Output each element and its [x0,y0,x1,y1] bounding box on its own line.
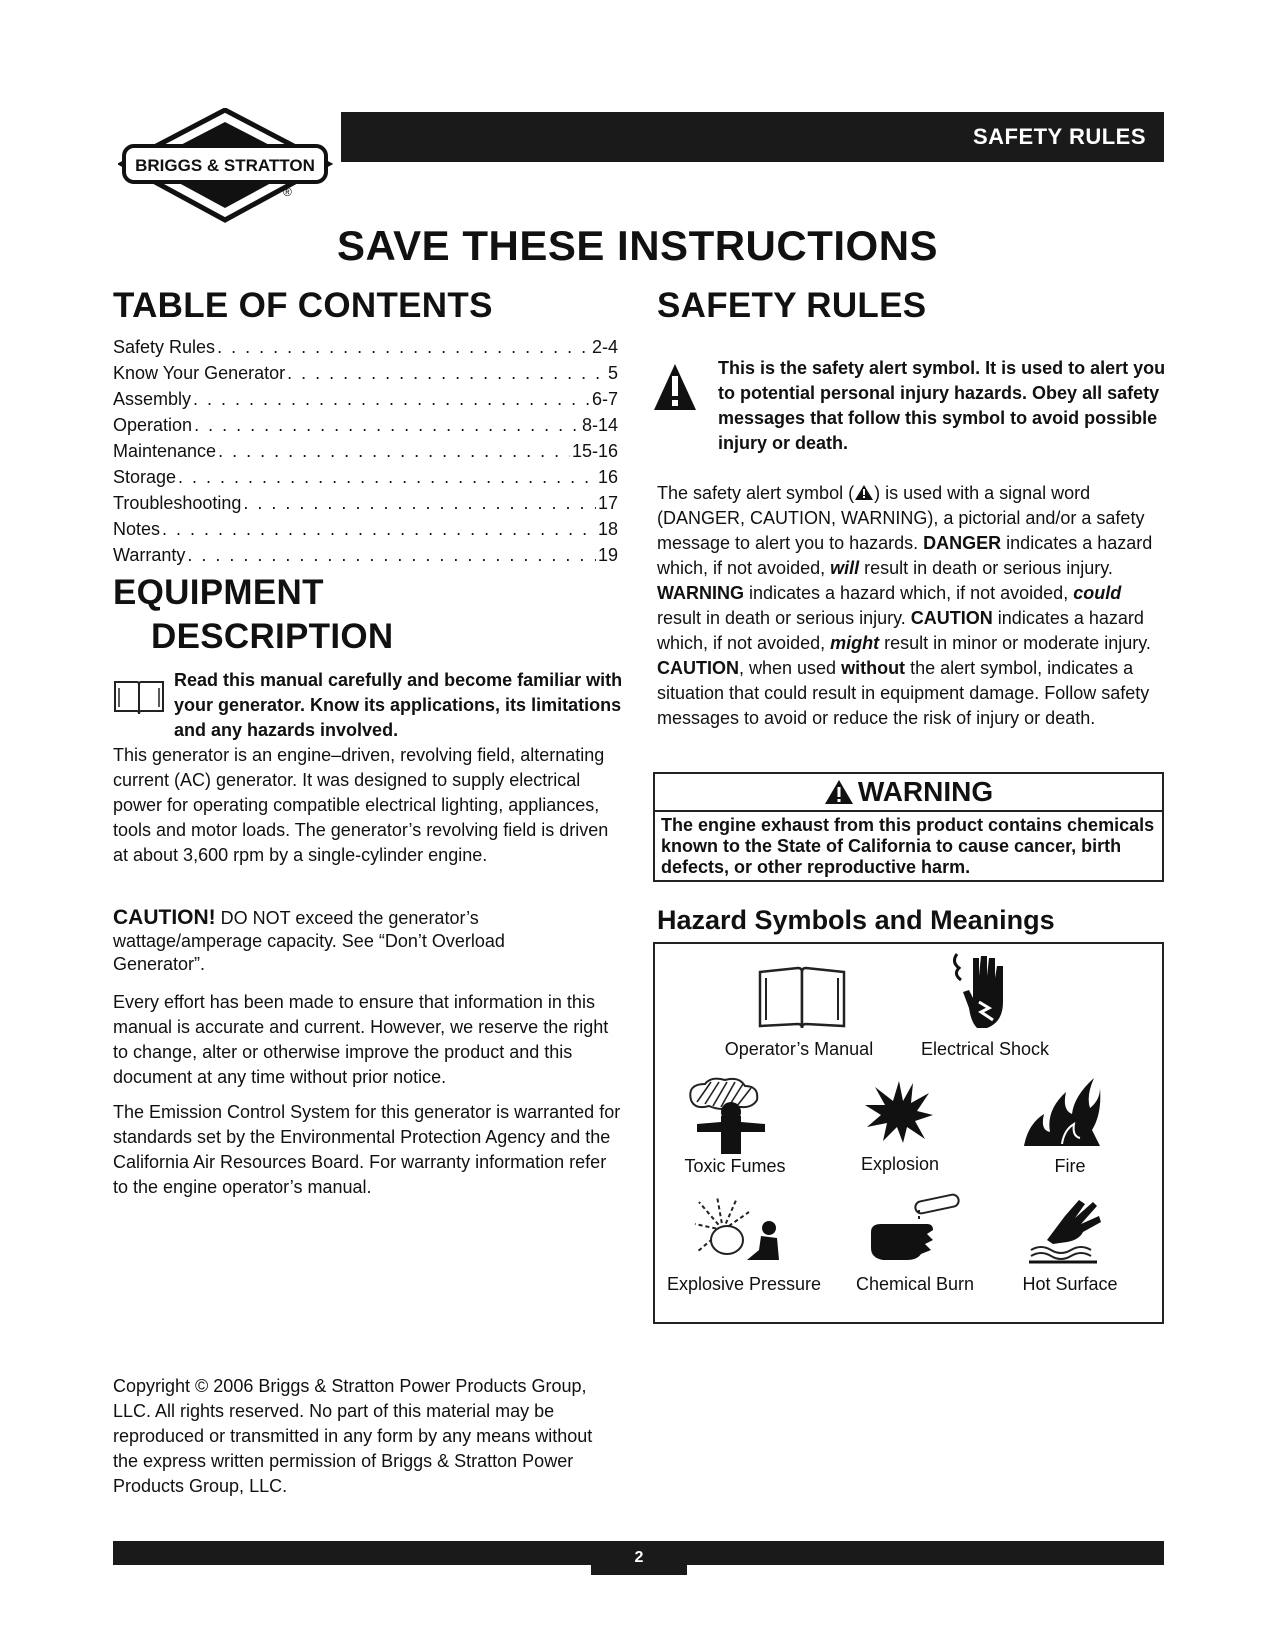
warning-title-text: WARNING [857,776,994,807]
toc-row[interactable] [113,493,618,519]
safety-alert-notice: This is the safety alert symbol. It is used to alert you to potential personal injury hazards. Obey all safety messages that follow this symbol to avoid possible injury or death. [718,358,1166,453]
equipment-paragraph-3: The Emission Control System for this generator is warranted for standards set by the Environmental Protection Agency and the California Air Resources Board. For warranty information refer to the engine operator’s manual. [113,1102,621,1197]
toc-heading: TABLE OF CONTENTS [113,286,493,325]
warning-word: WARNING [657,583,744,603]
explosion-label: Explosion [860,1154,940,1174]
toc-leader [178,467,596,488]
text-run: The safety alert symbol ( [657,483,855,503]
toc-row[interactable] [113,545,618,571]
explosion-icon [863,1079,935,1150]
toc-leader [243,493,596,514]
equipment-paragraph-1: This generator is an engine–driven, revolving field, alternating current (AC) generator. It was designed to supply electrical power for operating compatible electrical lighting, appliances, tools and motor loads. The generator’s revolving field is driven at about 3,600 rpm by a single-cylinder engine. [113,745,609,865]
chemical-burn-label: Chemical Burn [855,1274,975,1294]
toc-row[interactable] [113,337,618,363]
caution-word: CAUTION [910,608,993,628]
inline-alert-icon [854,484,874,501]
toc-label: Operation [113,415,193,435]
toc-pages: 15-16 [571,441,618,461]
page-title: SAVE THESE INSTRUCTIONS [336,222,939,269]
caution-word: CAUTION [657,658,739,678]
text-run: result in minor or moderate injury. [879,633,1151,653]
toc-leader [194,415,580,436]
toc-leader [193,389,590,410]
toc-leader [287,363,606,384]
toc-row[interactable] [113,441,618,467]
toc-leader [218,441,570,462]
caution-paragraph [113,906,543,976]
logo-brand-text: BRIGGS & STRATTON [135,156,315,175]
toc-pages: 6-7 [591,389,618,409]
text-run: ) is used with a signal word (DANGER, CAUTION, WARNING), a pictorial and/or a safety message to alert you to hazards. [657,483,1145,553]
toc-label: Warranty [113,545,186,565]
read-manual-notice: Read this manual carefully and become familiar with your generator. Know its applications, its limitations and any hazards involved. [174,670,623,740]
copyright-notice: Copyright © 2006 Briggs & Stratton Power Products Group, LLC. All rights reserved. No part of this material may be reproduced or transmitted in any form by any means without the express written permission of Briggs & Stratton Power Products Group, LLC. [113,1376,593,1496]
toc-label: Know Your Generator [113,363,286,383]
toc-label: Notes [113,519,161,539]
toxic-fumes-icon [687,1076,771,1161]
toc-pages: 2-4 [591,337,618,357]
toc-label: Troubleshooting [113,493,242,513]
toc-row[interactable] [113,363,618,389]
section-header-bar [341,112,1164,162]
logo-diamond-icon [118,108,333,228]
will-word: will [830,558,860,578]
could-word: could [1073,583,1122,603]
electrical-shock-icon [949,952,1011,1039]
text-run: indicates a hazard which, if not avoided, [744,583,1074,603]
text-run: indicates a hazard which, if not avoided, [657,608,1144,653]
safety-alert-icon [652,362,698,417]
fire-icon [1022,1074,1102,1153]
toc-label: Maintenance [113,441,217,461]
hot-surface-label: Hot Surface [1022,1274,1118,1294]
toc-label: Safety Rules [113,337,216,357]
hot-surface-icon [1027,1194,1103,1269]
electrical-shock-label: Electrical Shock [920,1039,1050,1059]
warning-alert-icon [824,779,854,805]
toc-leader [162,519,596,540]
page-number [591,1541,687,1575]
without-word: without [841,658,906,678]
text-run: the alert symbol, indicates a situation that could result in equipment damage. Follow safety messages to avoid or reduce the risk of injury or death. [657,658,1150,728]
danger-word: DANGER [923,533,1002,553]
toc-pages: 19 [597,545,618,565]
toc-leader [187,545,596,566]
manual-book-icon [111,676,167,723]
table-of-contents [113,337,618,571]
operators-manual-icon [756,964,848,1037]
toc-pages: 18 [597,519,618,539]
safety-rules-heading: SAFETY RULES [657,286,927,325]
toc-row[interactable] [113,467,618,493]
toc-pages: 17 [597,493,618,513]
toc-leader [217,337,590,358]
explosive-pressure-label: Explosive Pressure [666,1274,822,1294]
toc-label: Storage [113,467,177,487]
equipment-heading-line1: EQUIPMENT [113,573,324,612]
fire-label: Fire [1054,1156,1086,1176]
toc-label: Assembly [113,389,192,409]
toc-pages: 5 [607,363,618,383]
hazard-symbols-box [653,942,1164,1324]
hazard-symbols-heading: Hazard Symbols and Meanings [657,905,1055,935]
toc-row[interactable] [113,389,618,415]
toc-row[interactable] [113,415,618,441]
toc-pages: 8-14 [581,415,618,435]
toc-pages: 16 [597,467,618,487]
toc-row[interactable] [113,519,618,545]
might-word: might [830,633,880,653]
operators-manual-label: Operator’s Manual [724,1039,874,1059]
chemical-burn-icon [867,1192,963,1267]
registered-mark: ® [283,185,292,199]
briggs-stratton-logo [118,108,333,228]
text-run: result in death or serious injury. [859,558,1113,578]
warning-title [655,774,1162,812]
california-warning-box [653,772,1164,882]
page-number-text: 2 [634,1549,644,1566]
equipment-heading-line2: DESCRIPTION [151,617,394,656]
section-title: SAFETY RULES [972,124,1146,149]
text-run: result in death or serious injury. [657,608,911,628]
caution-text: DO NOT exceed the generator’s wattage/amperage capacity. See “Don’t Overload Generator”. [113,908,505,974]
explosive-pressure-icon [693,1194,783,1269]
caution-label: CAUTION! [113,906,216,929]
text-run: , when used [739,658,842,678]
text-run: indicates a hazard which, if not avoided, [657,533,1153,578]
equipment-paragraph-2: Every effort has been made to ensure that information in this manual is accurate and current. However, we reserve the right to change, alter or otherwise improve the product and this document at any time without prior notice. [113,992,609,1087]
toxic-fumes-label: Toxic Fumes [684,1156,786,1176]
signal-words-paragraph [657,481,1170,731]
warning-text: The engine exhaust from this product contains chemicals known to the State of California to cause cancer, birth defects, or other reproductive harm. [661,815,1155,877]
